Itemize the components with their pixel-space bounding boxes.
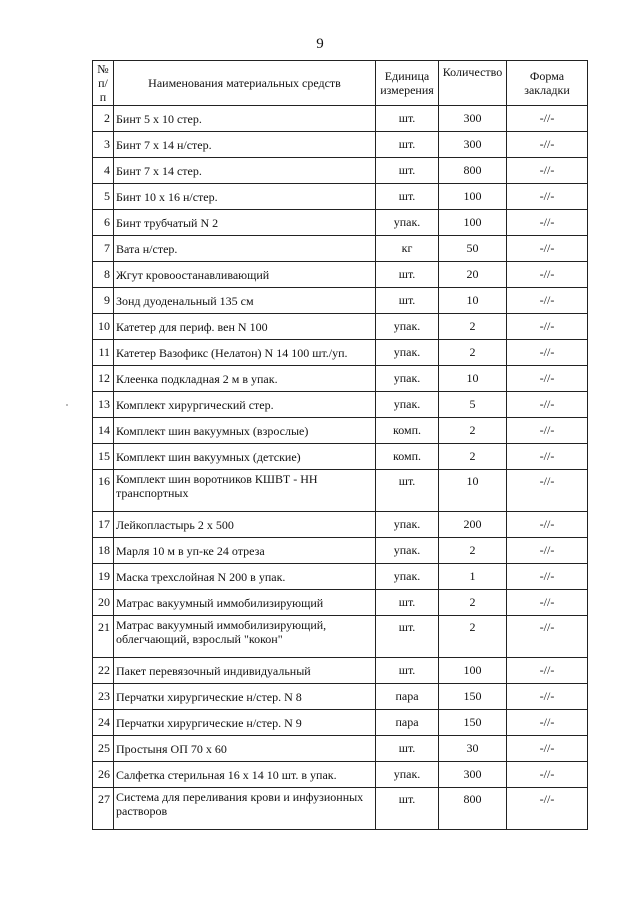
quantity-cell: 2 (439, 590, 507, 616)
table-row (93, 392, 588, 418)
table-row (93, 314, 588, 340)
unit-cell: комп. (376, 444, 439, 470)
unit-cell: шт. (376, 262, 439, 288)
form-cell: -//- (507, 684, 588, 710)
header-unit (376, 61, 439, 106)
item-name-cell: Бинт 10 х 16 н/стер. (114, 184, 376, 210)
table-row (93, 132, 588, 158)
item-name-cell: Лейкопластырь 2 х 500 (114, 512, 376, 538)
item-name-cell: Матрас вакуумный иммобилизирующий (114, 590, 376, 616)
item-name-cell: Бинт 5 х 10 стер. (114, 106, 376, 132)
row-number-cell: 7 (93, 236, 114, 262)
form-cell: -//- (507, 590, 588, 616)
form-cell: -//- (507, 564, 588, 590)
row-number-cell: 15 (93, 444, 114, 470)
table-row (93, 788, 588, 830)
form-cell: -//- (507, 366, 588, 392)
form-cell: -//- (507, 158, 588, 184)
form-cell: -//- (507, 340, 588, 366)
row-number-cell: 11 (93, 340, 114, 366)
item-name-cell: Маска трехслойная N 200 в упак. (114, 564, 376, 590)
unit-cell: шт. (376, 470, 439, 512)
form-cell: -//- (507, 210, 588, 236)
quantity-cell: 1 (439, 564, 507, 590)
item-name-cell: Салфетка стерильная 16 х 14 10 шт. в упак. (114, 762, 376, 788)
quantity-cell: 100 (439, 210, 507, 236)
unit-cell: шт. (376, 788, 439, 830)
unit-cell: кг (376, 236, 439, 262)
unit-cell: шт. (376, 590, 439, 616)
row-number-cell: 13 (93, 392, 114, 418)
table-row (93, 616, 588, 658)
header-name: Наименования материальных средств (114, 61, 376, 106)
item-name-cell: Система для переливания крови и инфузионных растворов (114, 788, 376, 830)
header-number-line1: № (97, 62, 109, 76)
item-name-cell: Перчатки хирургические н/стер. N 9 (114, 710, 376, 736)
quantity-cell: 150 (439, 710, 507, 736)
form-cell: -//- (507, 788, 588, 830)
quantity-cell: 2 (439, 616, 507, 658)
quantity-cell: 2 (439, 314, 507, 340)
unit-cell: упак. (376, 538, 439, 564)
table-body (93, 106, 588, 830)
quantity-cell: 2 (439, 340, 507, 366)
table-row (93, 418, 588, 444)
row-number-cell: 19 (93, 564, 114, 590)
table-row (93, 340, 588, 366)
quantity-cell: 2 (439, 444, 507, 470)
quantity-cell: 300 (439, 132, 507, 158)
quantity-cell: 20 (439, 262, 507, 288)
item-name-cell: Комплект шин вакуумных (детские) (114, 444, 376, 470)
unit-cell: упак. (376, 392, 439, 418)
unit-cell: упак. (376, 210, 439, 236)
table-row (93, 106, 588, 132)
row-number-cell: 12 (93, 366, 114, 392)
unit-cell: упак. (376, 564, 439, 590)
header-number-line2: п/п (98, 76, 108, 104)
row-number-cell: 20 (93, 590, 114, 616)
form-cell: -//- (507, 184, 588, 210)
quantity-cell: 10 (439, 366, 507, 392)
unit-cell: шт. (376, 106, 439, 132)
form-cell: -//- (507, 236, 588, 262)
item-name-cell: Катетер для периф. вен N 100 (114, 314, 376, 340)
unit-cell: упак. (376, 314, 439, 340)
materials-table (92, 60, 588, 830)
row-number-cell: 10 (93, 314, 114, 340)
item-name-cell: Вата н/стер. (114, 236, 376, 262)
table-row (93, 262, 588, 288)
table-row (93, 444, 588, 470)
table-row (93, 684, 588, 710)
form-cell: -//- (507, 444, 588, 470)
unit-cell: шт. (376, 616, 439, 658)
table-row (93, 564, 588, 590)
table-row (93, 538, 588, 564)
table-row (93, 236, 588, 262)
row-number-cell: 4 (93, 158, 114, 184)
row-number-cell: 22 (93, 658, 114, 684)
row-number-cell: 27 (93, 788, 114, 830)
page-number: 9 (316, 36, 324, 52)
row-number-cell: 18 (93, 538, 114, 564)
row-number-cell: 8 (93, 262, 114, 288)
item-name-cell: Жгут кровоостанавливающий (114, 262, 376, 288)
form-cell: -//- (507, 392, 588, 418)
row-number-cell: 24 (93, 710, 114, 736)
quantity-cell: 10 (439, 470, 507, 512)
unit-cell: пара (376, 710, 439, 736)
quantity-cell: 300 (439, 762, 507, 788)
form-cell: -//- (507, 314, 588, 340)
row-number-cell: 3 (93, 132, 114, 158)
form-cell: -//- (507, 512, 588, 538)
row-number-cell: 26 (93, 762, 114, 788)
row-number-cell: 23 (93, 684, 114, 710)
form-cell: -//- (507, 106, 588, 132)
table-header-row (93, 61, 588, 106)
quantity-cell: 2 (439, 538, 507, 564)
quantity-cell: 100 (439, 658, 507, 684)
quantity-cell: 300 (439, 106, 507, 132)
table-row (93, 590, 588, 616)
table-row (93, 512, 588, 538)
unit-cell: шт. (376, 132, 439, 158)
quantity-cell: 30 (439, 736, 507, 762)
table-row (93, 470, 588, 512)
unit-cell: шт. (376, 288, 439, 314)
form-cell: -//- (507, 710, 588, 736)
table-row (93, 710, 588, 736)
header-form (507, 61, 588, 106)
header-unit-line1: Единица (384, 69, 430, 83)
table-row (93, 762, 588, 788)
quantity-cell: 100 (439, 184, 507, 210)
table-row (93, 658, 588, 684)
item-name-cell: Матрас вакуумный иммобилизирующий, облегчающий, взрослый "кокон" (114, 616, 376, 658)
header-form-line2: закладки (524, 83, 570, 97)
row-number-cell: 6 (93, 210, 114, 236)
form-cell: -//- (507, 288, 588, 314)
form-cell: -//- (507, 132, 588, 158)
form-cell: -//- (507, 616, 588, 658)
unit-cell: упак. (376, 762, 439, 788)
quantity-cell: 50 (439, 236, 507, 262)
header-unit-line2: измерения (380, 83, 434, 97)
unit-cell: шт. (376, 158, 439, 184)
item-name-cell: Клеенка подкладная 2 м в упак. (114, 366, 376, 392)
scan-speck (66, 404, 68, 406)
table-row (93, 736, 588, 762)
quantity-cell: 150 (439, 684, 507, 710)
row-number-cell: 2 (93, 106, 114, 132)
table-row (93, 366, 588, 392)
item-name-cell: Бинт 7 х 14 н/стер. (114, 132, 376, 158)
table-row (93, 184, 588, 210)
unit-cell: шт. (376, 736, 439, 762)
quantity-cell: 10 (439, 288, 507, 314)
item-name-cell: Комплект шин вакуумных (взрослые) (114, 418, 376, 444)
quantity-cell: 2 (439, 418, 507, 444)
form-cell: -//- (507, 538, 588, 564)
quantity-cell: 5 (439, 392, 507, 418)
row-number-cell: 14 (93, 418, 114, 444)
header-quantity: Количество (439, 61, 507, 106)
row-number-cell: 25 (93, 736, 114, 762)
item-name-cell: Комплект шин воротников КШВТ - НН транспортных (114, 470, 376, 512)
item-name-cell: Зонд дуоденальный 135 см (114, 288, 376, 314)
table-row (93, 210, 588, 236)
quantity-cell: 200 (439, 512, 507, 538)
item-name-cell: Пакет перевязочный индивидуальный (114, 658, 376, 684)
item-name-cell: Бинт трубчатый N 2 (114, 210, 376, 236)
row-number-cell: 16 (93, 470, 114, 512)
item-name-cell: Бинт 7 х 14 стер. (114, 158, 376, 184)
item-name-cell: Простыня ОП 70 х 60 (114, 736, 376, 762)
item-name-cell: Катетер Вазофикс (Нелатон) N 14 100 шт./уп. (114, 340, 376, 366)
header-number (93, 61, 114, 106)
row-number-cell: 21 (93, 616, 114, 658)
form-cell: -//- (507, 762, 588, 788)
item-name-cell: Комплект хирургический стер. (114, 392, 376, 418)
form-cell: -//- (507, 736, 588, 762)
unit-cell: упак. (376, 512, 439, 538)
form-cell: -//- (507, 262, 588, 288)
row-number-cell: 5 (93, 184, 114, 210)
form-cell: -//- (507, 658, 588, 684)
header-form-line1: Форма (529, 69, 565, 83)
unit-cell: пара (376, 684, 439, 710)
form-cell: -//- (507, 418, 588, 444)
row-number-cell: 9 (93, 288, 114, 314)
quantity-cell: 800 (439, 158, 507, 184)
unit-cell: упак. (376, 340, 439, 366)
row-number-cell: 17 (93, 512, 114, 538)
unit-cell: шт. (376, 184, 439, 210)
unit-cell: комп. (376, 418, 439, 444)
table-row (93, 288, 588, 314)
form-cell: -//- (507, 470, 588, 512)
quantity-cell: 800 (439, 788, 507, 830)
item-name-cell: Перчатки хирургические н/стер. N 8 (114, 684, 376, 710)
item-name-cell: Марля 10 м в уп-ке 24 отреза (114, 538, 376, 564)
unit-cell: упак. (376, 366, 439, 392)
table-row (93, 158, 588, 184)
unit-cell: шт. (376, 658, 439, 684)
